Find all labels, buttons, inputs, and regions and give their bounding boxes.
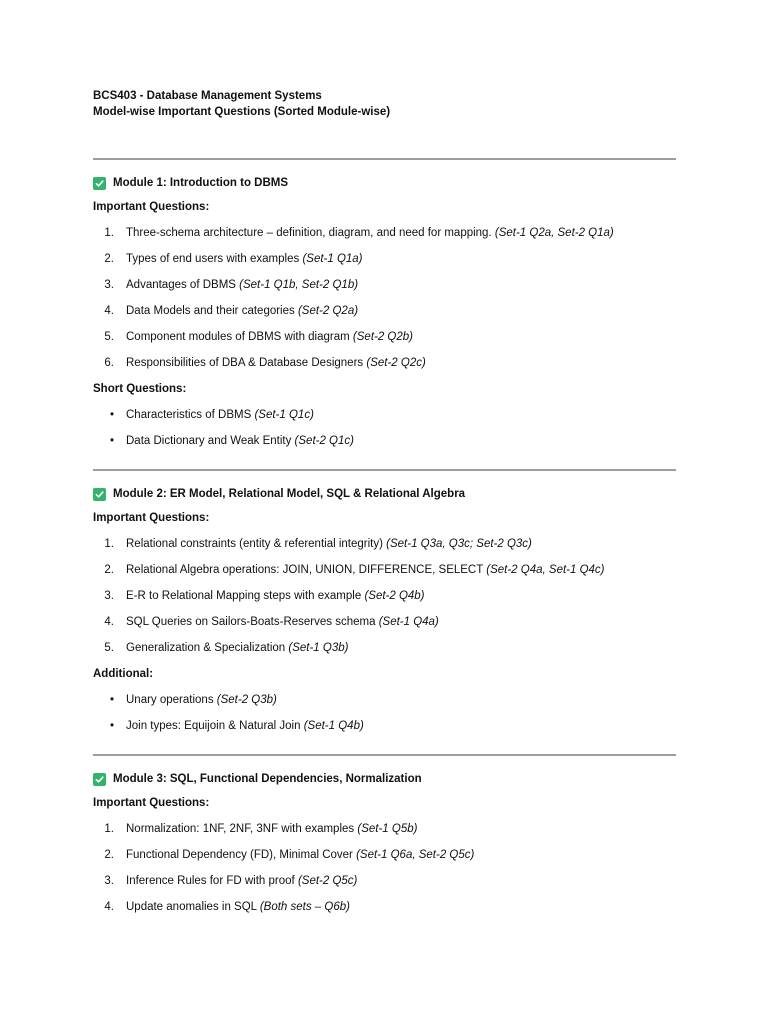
module-title-text: Module 3: SQL, Functional Dependencies, Normalization [113,773,422,785]
important-questions-list [93,535,676,657]
question-text-wrap [126,250,363,268]
question-reference: (Set-2 Q2a) [297,305,359,317]
question-item [93,561,676,579]
important-questions-label: Important Questions: [93,512,210,524]
important-questions-list [93,224,676,372]
question-text-wrap [126,432,354,450]
bullet-icon: • [109,694,114,706]
question-text-wrap [126,820,417,838]
question-item [93,846,676,864]
question-number: 4. [104,616,114,628]
question-item [93,302,676,320]
question-reference: (Set-1 Q2a, Set-2 Q1a) [494,227,614,239]
question-number: 2. [104,253,114,265]
question-reference: (Set-2 Q2b) [352,331,413,343]
bullet-item [93,406,676,424]
document-subtitle: Model-wise Important Questions (Sorted Module-wise) [93,106,391,118]
question-number: 3. [104,279,114,291]
question-text: Update anomalies in SQL [126,901,257,913]
question-number: 1. [104,227,114,239]
question-item [93,898,676,916]
question-item [93,535,676,553]
modules-container [93,158,676,916]
question-text: Advantages of DBMS [126,279,236,291]
question-number: 4. [104,305,114,317]
question-reference: (Both sets – Q6b) [259,901,350,913]
question-reference: (Set-2 Q2c) [366,357,426,369]
module-section [93,754,676,916]
check-box-icon [93,177,106,190]
question-text: Three-schema architecture – definition, diagram, and need for mapping. [126,227,492,239]
question-item [93,820,676,838]
question-item [93,276,676,294]
question-reference: (Set-2 Q1c) [294,435,354,447]
question-number: 1. [104,538,114,550]
document-page [93,88,676,916]
question-number: 4. [104,901,114,913]
bullet-icon: • [109,435,114,447]
module-title [93,174,676,192]
question-reference: (Set-1 Q1a) [302,253,363,265]
question-reference: (Set-2 Q3b) [216,694,277,706]
bullet-item [93,691,676,709]
question-text: Generalization & Specialization [126,642,286,654]
module-section [93,158,676,450]
check-box-icon [93,488,106,501]
extra-questions-list [93,406,676,450]
question-item [93,250,676,268]
extra-questions-label: Additional: [93,668,154,680]
question-text-wrap [126,302,358,320]
question-reference: (Set-1 Q1b, Set-2 Q1b) [239,279,359,291]
question-text-wrap [126,406,314,424]
question-item [93,587,676,605]
question-text-wrap [126,354,426,372]
question-text-wrap [126,224,614,242]
important-questions-list [93,820,676,916]
question-item [93,224,676,242]
question-text: Component modules of DBMS with diagram [126,331,350,343]
module-section [93,469,676,735]
bullet-item [93,432,676,450]
question-text: Characteristics of DBMS [126,409,252,421]
question-reference: (Set-1 Q3a, Q3c; Set-2 Q3c) [386,538,532,550]
question-text: Unary operations [126,694,214,706]
question-item [93,328,676,346]
module-title [93,770,676,788]
section-divider [93,158,676,160]
question-number: 5. [104,642,114,654]
question-reference: (Set-2 Q4a, Set-1 Q4c) [486,564,605,576]
question-number: 5. [104,331,114,343]
extra-questions-list [93,691,676,735]
question-text-wrap [126,276,358,294]
question-text: Data Models and their categories [126,305,295,317]
question-text: Relational constraints (entity & referential integrity) [126,538,383,550]
question-item [93,613,676,631]
question-text-wrap [126,561,605,579]
question-text-wrap [126,613,439,631]
question-item [93,354,676,372]
question-text: SQL Queries on Sailors-Boats-Reserves schema [126,616,376,628]
question-item [93,872,676,890]
section-divider [93,754,676,756]
question-text-wrap [126,587,425,605]
question-text: Normalization: 1NF, 2NF, 3NF with examples [126,823,355,835]
question-text: Inference Rules for FD with proof [126,875,295,887]
module-title [93,485,676,503]
question-reference: (Set-2 Q4b) [364,590,425,602]
bullet-item [93,717,676,735]
question-text: E-R to Relational Mapping steps with example [126,590,362,602]
question-text: Types of end users with examples [126,253,300,265]
extra-questions-label: Short Questions: [93,383,187,395]
module-title-text: Module 1: Introduction to DBMS [113,177,289,189]
important-questions-label: Important Questions: [93,797,210,809]
question-reference: (Set-1 Q4b) [303,720,364,732]
question-reference: (Set-1 Q5b) [357,823,418,835]
question-text-wrap [126,535,532,553]
question-text-wrap [126,898,350,916]
question-reference: (Set-1 Q1c) [254,409,314,421]
question-text-wrap [126,639,348,657]
question-text: Relational Algebra operations: JOIN, UNION, DIFFERENCE, SELECT [126,564,484,576]
check-box-icon [93,773,106,786]
question-text: Responsibilities of DBA & Database Designers [126,357,364,369]
bullet-icon: • [109,409,114,421]
question-reference: (Set-1 Q6a, Set-2 Q5c) [356,849,475,861]
question-number: 3. [104,875,114,887]
question-text-wrap [126,872,357,890]
question-item [93,639,676,657]
question-text-wrap [126,717,364,735]
question-text-wrap [126,846,474,864]
question-text-wrap [126,328,413,346]
question-text: Data Dictionary and Weak Entity [126,435,292,447]
important-questions-label: Important Questions: [93,201,210,213]
section-divider [93,469,676,471]
question-reference: (Set-2 Q5c) [297,875,358,887]
question-reference: (Set-1 Q3b) [288,642,349,654]
question-number: 3. [104,590,114,602]
question-number: 2. [104,564,114,576]
question-text: Join types: Equijoin & Natural Join [126,720,301,732]
question-text-wrap [126,691,277,709]
course-title: BCS403 - Database Management Systems [93,90,322,102]
question-number: 1. [104,823,114,835]
question-reference: (Set-1 Q4a) [378,616,439,628]
question-text: Functional Dependency (FD), Minimal Cover [126,849,353,861]
bullet-icon: • [109,720,114,732]
module-title-text: Module 2: ER Model, Relational Model, SQL & Relational Algebra [113,488,466,500]
question-number: 2. [104,849,114,861]
question-number: 6. [104,357,114,369]
